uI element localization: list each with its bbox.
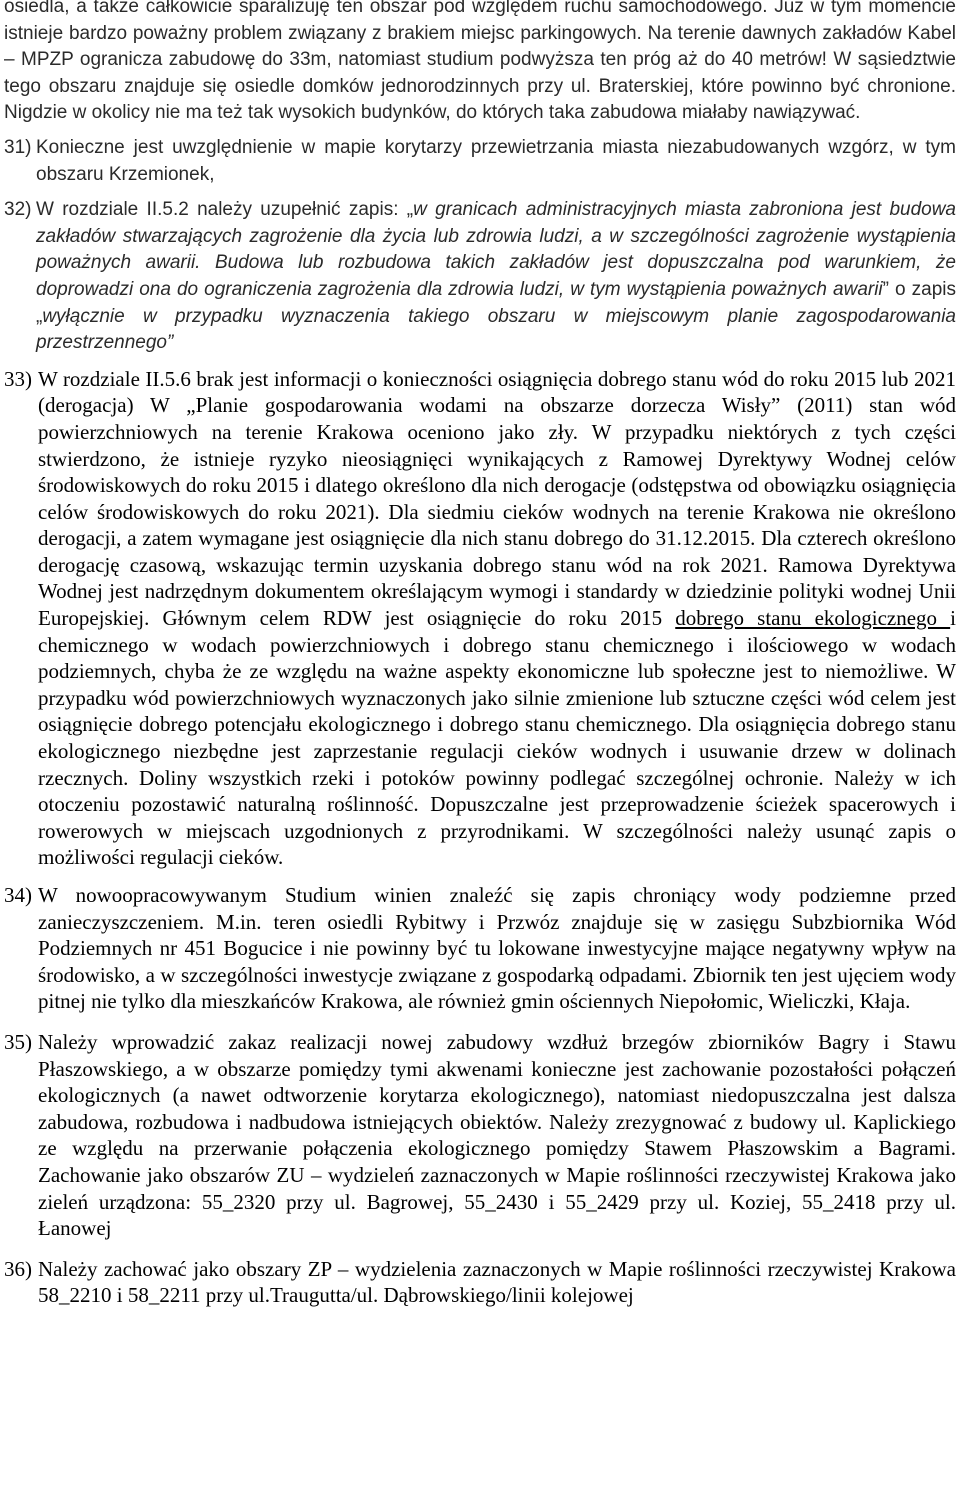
- item-text-a: W rozdziale II.5.6 brak jest informacji o konieczności osiągnięcia dobrego stanu wód do roku 2015 lub 2021 (derogacja) W „Planie gospodarowania wodami na obszarze dorzecza Wisły” (2011) stan wód powierzchniowych na terenie Krakowa oceniono jako zły. W przypadku niektórych z tych części stwierdzono, że istnieje ryzyko nieosiągnięci wynikających z Ramowej Dyrektywy Wodnej celów środowiskowych do roku 2015 i dlatego określono dla nich derogacje (odstępstwa od obowiązku osiągnięcia celów środowiskowych do roku 2021). Dla siedmiu cieków wodnych na terenie Krakowa nie określono derogacji, a zatem wymagane jest osiągnięcie dla nich stanu dobrego do 31.12.2015. Dla czterech określono derogację czasową, wskazując termin uzyskania dobrego stanu wód na rok 2021. Ramowa Dyrektywa Wodnej jest nadrzędnym dokumentem określającym wymogi i standardy w dziedzinie polityki wodnej Unii Europejskiej. Głównym celem RDW jest osiągnięcie do roku 2015: [38, 366, 956, 631]
- item-number: 31): [4, 136, 32, 158]
- item-text-mid: ” o zapis „: [36, 278, 956, 327]
- item-text: [38, 366, 956, 871]
- list-item-33: [4, 366, 956, 871]
- list-item-36: [4, 1256, 956, 1309]
- item-text-lead: W rozdziale II.5.2 należy uzupełnić zapis: „: [36, 199, 414, 221]
- underlined-phrase: dobrego stanu ekologicznego: [675, 606, 951, 631]
- item-text: Konieczne jest uwzględnienie w mapie korytarzy przewietrzania miasta niezabudowanych wzgórz, w tym obszaru Krzemionek,: [36, 136, 956, 185]
- item-text: Należy wprowadzić zakaz realizacji nowej zabudowy wzdłuż brzegów zbiorników Bagry i Stawu Płaszowskiego, a w obszarze pomiędzy tymi akwenami konieczne jest zachowanie pozostałości połączeń ekologicznych (a nawet odtworzenie korytarza ekologicznego), natomiast niedopuszczalna jest dalsza zabudowa, rozbudowa i nadbudowa istniejących obiektów. Należy zrezygnować z budowy ul. Kaplickiego ze względu na przerwanie połączenia ekologicznego pomiędzy Stawem Płaszowskim a Bagrami. Zachowanie jako obszarów ZU – wydzieleń zaznaczonych w Mapie roślinności rzeczywistej Krakowa jako zieleń urządzona: 55_2320 przy ul. Bagrowej, 55_2430 i 55_2429 przy ul. Koziej, 55_2418 przy ul. Łanowej: [38, 1029, 956, 1241]
- item-text: W nowoopracowywanym Studium winien znaleźć się zapis chroniący wody podziemne przed zanieczyszczeniem. M.in. teren osiedli Rybitwy i Przwóz znajduje się w zasięgu Subzbiornika Wód Podziemnych nr 451 Bogucice i nie powinny być tu lokowane inwestycyjne mające negatywny wpływ na środowisko, a w szczególności inwestycje związane z gospodarką odpadami. Zbiornik ten jest ujęciem wody pitnej nie tylko dla mieszkańców Krakowa, ale również gmin ościennych Niepołomic, Wieliczki, Kłaja.: [38, 883, 956, 1014]
- item-text: [36, 197, 956, 357]
- intro-paragraph: osiedla, a także całkowicie sparaliżuję ten obszar pod względem ruchu samochodowego. Już w tym momencie istnieje bardzo poważny problem związany z brakiem miejsc parkingowych. Na terenie dawnych zakładów Kabel – MPZP ogranicza zabudowę do 33m, natomiast studium podwyższa ten próg aż do 40 metrów! W sąsiedztwie tego obszaru znajduje się osiedle domków jednorodzinnych przy ul. Braterskiej, które powinno być chronione. Nigdzie w okolicy nie ma też tak wysokich budynków, do których taka zabudowa miałaby nawiązywać.: [4, 0, 956, 124]
- list-item-35: [4, 1029, 956, 1242]
- list-item-34: [4, 882, 956, 1015]
- item-number: 36): [4, 1256, 32, 1281]
- quoted-replacement: wyłącznie w przypadku wyznaczenia takiego obszaru w miejscowym planie zagospodarowania przestrzennego”: [36, 305, 956, 354]
- quoted-provision: w granicach administracyjnych miasta zabroniona jest budowa zakładów stwarzających zagrożenie dla życia lub zdrowia ludzi, a w szczególności zagrożenie wystąpienia poważnych awarii. Budowa lub rozbudowa takich zakładów jest dopuszczalna pod warunkiem, że doprowadzi ona do ograniczenia zagrożenia dla zdrowia ludzi, w tym wystąpienia poważnych awarii: [36, 199, 956, 300]
- list-item-32: [4, 197, 956, 357]
- item-number: 33): [4, 366, 32, 391]
- item-text-b: i chemicznego w wodach powierzchniowych i dobrego stanu chemicznego i ilościowego w wodach podziemnych, chyba że ze względu na ważne aspekty ekonomiczne lub społeczne jest to niemożliwe. W przypadku wód powierzchniowych wyznaczonych jako silnie zmienione lub sztuczne części wód celem jest osiągnięcie dobrego potencjału ekologicznego i dobrego stanu chemicznego. Dla osiągnięcia dobrego stanu ekologicznego niezbędne jest zaprzestanie regulacji cieków wodnych i usuwanie drzew w dolinach rzecznych. Doliny wszystkich rzeki i potoków powinny podlegać szczególnej ochronie. Należy w ich otoczeniu pozostawić naturalną roślinność. Dopuszczalne jest przeprowadzenie ścieżek spacerowych i rowerowych w miejscach uzgodnionych z przyrodnikami. W szczególności należy usunąć zapis o możliwości regulacji cieków.: [38, 606, 956, 870]
- item-text: Należy zachować jako obszary ZP – wydzielenia zaznaczonych w Mapie roślinności rzeczywistej Krakowa 58_2210 i 58_2211 przy ul.Traugutta/ul. Dąbrowskiego/linii kolejowej: [38, 1256, 956, 1308]
- list-item-31: [4, 135, 956, 188]
- item-number: 32): [4, 199, 32, 221]
- item-number: 35): [4, 1029, 32, 1054]
- item-number: 34): [4, 883, 32, 907]
